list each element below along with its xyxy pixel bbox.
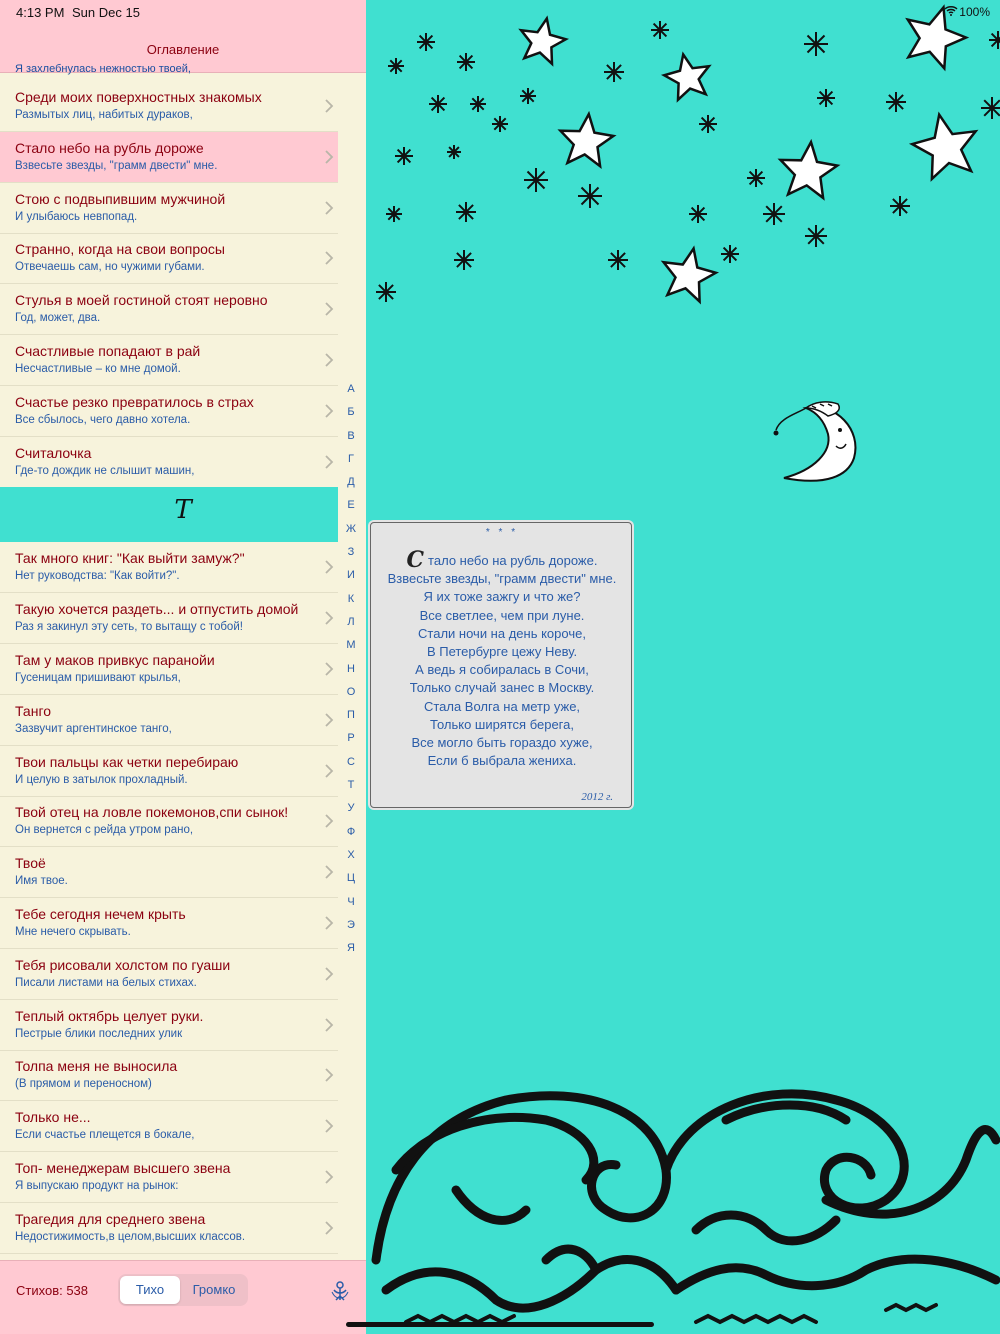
poem-list[interactable] xyxy=(0,63,338,1259)
loud-segment[interactable]: Громко xyxy=(192,1282,236,1297)
list-item[interactable] xyxy=(0,847,338,898)
poem-title: Счастливые попадают в рай xyxy=(15,343,201,359)
small-star-icon xyxy=(886,92,906,112)
chevron-right-icon xyxy=(324,1017,334,1033)
drop-cap: С xyxy=(406,547,425,573)
poem-line: Стали ночи на день короче, xyxy=(418,625,586,641)
chevron-right-icon xyxy=(324,610,334,626)
poem-first-line: Зазвучит аргентинское танго, xyxy=(15,722,172,735)
star-icon xyxy=(521,19,566,64)
status-time: 4:13 PM xyxy=(16,5,65,20)
chevron-right-icon xyxy=(324,915,334,931)
poem-first-line: (В прямом и переносном) xyxy=(15,1078,152,1091)
index-letter[interactable]: Ф xyxy=(346,825,356,838)
list-item[interactable] xyxy=(0,1203,338,1254)
list-item[interactable] xyxy=(0,695,338,746)
poem-title: Топ- менеджерам высшего звена xyxy=(15,1160,231,1176)
star-icon xyxy=(560,114,613,166)
poem-line: В Петербурге цежу Неву. xyxy=(426,644,578,660)
poem-line: Стала Волга на метр уже, xyxy=(423,698,581,714)
index-letter[interactable]: Ч xyxy=(347,895,355,908)
small-star-icon xyxy=(763,203,785,225)
poem-first-line: Я выпускаю продукт на рынок: xyxy=(15,1180,179,1192)
index-letter[interactable]: Е xyxy=(347,499,355,512)
small-star-icon xyxy=(804,32,828,56)
star-icon xyxy=(664,55,709,100)
list-item[interactable] xyxy=(0,746,338,797)
poem-first-line: Нет руководства: "Как войти?". xyxy=(15,570,180,583)
list-item[interactable] xyxy=(0,1152,338,1203)
list-item[interactable] xyxy=(0,949,338,1000)
poem-title: Среди моих поверхностных знакомых xyxy=(15,89,262,105)
poem-title: Теплый октябрь целует руки. xyxy=(15,1007,204,1024)
poem-first-line: Если счастье плещется в бокале, xyxy=(15,1129,195,1142)
poem-first-line: Раз я закинул эту сеть, то вытащу с тобой! xyxy=(15,621,243,634)
poem-separator: * * * xyxy=(485,527,519,538)
small-star-icon xyxy=(492,116,508,132)
small-star-icon xyxy=(520,88,536,104)
small-star-icon xyxy=(747,169,765,187)
list-item[interactable] xyxy=(0,183,338,234)
poem-title: Твои пальцы как четки перебираю xyxy=(15,753,239,770)
poem-title: Тебе сегодня нечем крыть xyxy=(15,906,186,922)
poem-title: Такую хочется раздеть... и отпустить домой xyxy=(15,601,299,618)
list-item[interactable] xyxy=(0,542,338,593)
chevron-right-icon xyxy=(324,403,334,419)
small-star-icon xyxy=(604,62,624,82)
poem-first-line: Все сбылось, чего давно хотела. xyxy=(15,413,191,426)
star-icon xyxy=(912,115,975,179)
small-star-icon xyxy=(457,53,475,71)
index-letter[interactable]: Р xyxy=(347,732,355,745)
small-star-icon xyxy=(447,145,461,159)
moon-illustration xyxy=(766,400,866,490)
poem-title: Твой отец на ловле покемонов,спи сынок! xyxy=(15,804,289,821)
chevron-right-icon xyxy=(324,454,334,470)
chevron-right-icon xyxy=(324,1067,334,1083)
footer-toolbar xyxy=(0,1260,366,1334)
poem-line: Стало небо на рубль дороже. xyxy=(406,547,598,573)
quiet-segment[interactable]: Тихо xyxy=(120,1276,180,1304)
small-star-icon xyxy=(454,250,474,270)
chevron-right-icon xyxy=(324,1118,334,1134)
poem-first-line: Имя твое. xyxy=(15,875,68,888)
small-star-icon xyxy=(386,206,402,222)
small-star-icon xyxy=(608,250,628,270)
index-letter[interactable]: Ц xyxy=(346,872,356,885)
volume-segmented-control[interactable] xyxy=(118,1274,248,1306)
poem-title: Так много книг: "Как выйти замуж?" xyxy=(15,550,245,567)
chevron-right-icon xyxy=(324,250,334,266)
battery-status: 100% xyxy=(959,5,990,19)
list-item-partial[interactable]: Я захлебнулась нежностью твоей, xyxy=(15,63,191,75)
small-star-icon xyxy=(524,168,548,192)
list-item[interactable] xyxy=(0,1101,338,1152)
poem-line: Все светлее, чем при луне. xyxy=(419,607,585,623)
poem-first-line: Он вернется с рейда утром рано, xyxy=(15,824,194,837)
poem-count: Стихов: 538 xyxy=(16,1283,89,1298)
chevron-right-icon xyxy=(324,763,334,779)
list-item[interactable] xyxy=(0,796,338,847)
star-icon xyxy=(664,249,716,302)
poem-first-line: Размытых лиц, набитых дураков, xyxy=(15,109,193,121)
chevron-right-icon xyxy=(324,200,334,216)
chevron-right-icon xyxy=(324,1169,334,1185)
small-star-icon xyxy=(395,147,413,165)
poem-detail-view xyxy=(366,0,1000,1334)
list-item[interactable] xyxy=(0,132,338,183)
chevron-right-icon xyxy=(324,712,334,728)
list-item[interactable] xyxy=(0,233,338,284)
author-info-icon[interactable] xyxy=(328,1280,352,1304)
small-star-icon xyxy=(417,33,435,51)
index-letter[interactable]: О xyxy=(346,685,356,698)
index-letter[interactable]: Т xyxy=(347,779,355,792)
chevron-right-icon xyxy=(324,966,334,982)
poem-first-line: Несчастливые – ко мне домой. xyxy=(15,363,181,375)
poem-line: Я их тоже зажгу и что же? xyxy=(423,589,581,605)
small-star-icon xyxy=(429,95,447,113)
star-icon xyxy=(908,7,966,68)
poem-title: Трагедия для среднего звена xyxy=(15,1210,206,1227)
poem-list-panel xyxy=(0,0,366,1334)
poem-title: Толпа меня не выносила xyxy=(15,1058,178,1075)
poem-title: Тебя рисовали холстом по гуаши xyxy=(15,956,231,973)
poem-title: Твоё xyxy=(15,855,46,872)
poem-line: Все могло быть гораздо хуже, xyxy=(411,735,593,751)
poem-line: Только ширятся берега, xyxy=(430,716,574,732)
page-title: Оглавление xyxy=(146,42,220,57)
poem-line: Взвесьте звезды, "грамм двести" мне. xyxy=(387,571,617,587)
poem-line: А ведь я собиралась в Сочи, xyxy=(415,662,589,678)
small-star-icon xyxy=(651,21,669,39)
small-star-icon xyxy=(376,282,396,302)
small-star-icon xyxy=(890,196,910,216)
list-item[interactable] xyxy=(0,284,338,335)
index-letter[interactable]: Ж xyxy=(345,522,357,535)
small-star-icon xyxy=(805,225,827,247)
index-letter[interactable]: Я xyxy=(347,942,355,955)
poem-title: Там у маков привкус паранойи xyxy=(15,652,215,668)
index-letter[interactable]: П xyxy=(347,709,355,722)
status-date: Sun Dec 15 xyxy=(72,5,140,20)
list-item[interactable] xyxy=(0,335,338,386)
index-letter[interactable]: Б xyxy=(347,406,355,419)
list-item[interactable] xyxy=(0,437,338,488)
index-letter[interactable]: Х xyxy=(347,848,355,861)
home-indicator[interactable] xyxy=(346,1322,654,1327)
index-letter[interactable]: И xyxy=(347,569,355,582)
chevron-right-icon xyxy=(324,813,334,829)
poem-title: Стулья в моей гостиной стоят неровно xyxy=(15,292,268,309)
alphabet-index[interactable] xyxy=(340,378,362,960)
poem-title: Танго xyxy=(15,702,52,719)
poem-first-line: Отвечаешь сам, но чужими губами. xyxy=(15,261,205,274)
poem-title: Странно, когда на свои вопросы xyxy=(15,241,225,258)
index-letter[interactable]: А xyxy=(347,383,355,395)
small-star-icon xyxy=(817,89,835,107)
chevron-right-icon xyxy=(324,864,334,880)
poem-text xyxy=(371,547,633,770)
poem-first-line: Пестрые блики последних улик xyxy=(15,1027,183,1040)
index-letter[interactable]: В xyxy=(347,429,355,442)
stars-illustration xyxy=(366,0,1000,320)
poem-first-line: И улыбаюсь невпопад. xyxy=(15,210,138,223)
section-letter: Т xyxy=(174,495,192,526)
poem-first-line: Мне нечего скрывать. xyxy=(15,926,131,938)
chevron-right-icon xyxy=(324,149,334,165)
small-star-icon xyxy=(578,184,602,208)
chevron-right-icon xyxy=(324,559,334,575)
index-letter[interactable]: У xyxy=(347,802,355,815)
index-letter[interactable]: З xyxy=(347,546,355,559)
poem-title: Считалочка xyxy=(15,444,92,461)
star-icon xyxy=(781,142,838,198)
small-star-icon xyxy=(981,97,1000,119)
index-letter[interactable]: Э xyxy=(347,918,355,931)
poem-first-line: Писали листами на белых стихах. xyxy=(15,976,197,989)
waves-illustration xyxy=(366,1060,1000,1334)
list-item[interactable] xyxy=(0,1050,338,1101)
list-item[interactable] xyxy=(0,81,338,132)
poem-first-line: Где-то дождик не слышит машин, xyxy=(15,464,195,477)
index-letter[interactable]: М xyxy=(346,639,356,652)
list-item[interactable] xyxy=(0,644,338,695)
poem-line: Если б выбрала жениха. xyxy=(427,753,577,769)
chevron-right-icon xyxy=(324,661,334,677)
poem-first-line: И целую в затылок прохладный. xyxy=(15,773,188,786)
small-star-icon xyxy=(689,205,707,223)
small-star-icon xyxy=(989,31,1000,49)
index-letter[interactable]: Г xyxy=(348,452,354,465)
index-letter[interactable]: С xyxy=(347,755,355,768)
chevron-right-icon xyxy=(324,98,334,114)
poem-line: Только случай занес в Москву. xyxy=(409,680,595,696)
index-letter[interactable]: К xyxy=(347,592,355,605)
section-header xyxy=(0,487,338,542)
poem-first-line: Взвесьте звезды, "грамм двести" мне. xyxy=(15,159,218,172)
small-star-icon xyxy=(699,115,717,133)
poem-title: Стало небо на рубль дороже xyxy=(15,139,204,156)
small-star-icon xyxy=(721,245,739,263)
list-item[interactable] xyxy=(0,1000,338,1051)
poem-title: Стою с подвыпившим мужчиной xyxy=(15,190,226,207)
small-star-icon xyxy=(456,202,476,222)
poem-card xyxy=(370,522,632,808)
small-star-icon xyxy=(470,96,486,112)
index-letter[interactable]: Л xyxy=(347,615,355,628)
list-item[interactable] xyxy=(0,898,338,949)
poem-year: 2012 г. xyxy=(581,791,613,803)
chevron-right-icon xyxy=(324,1220,334,1236)
poem-first-line: Недостижимость,в целом,высших классов. xyxy=(15,1230,246,1243)
poem-first-line: Год, может, два. xyxy=(15,312,101,325)
poem-title: Только не... xyxy=(15,1109,91,1126)
poem-first-line: Гусеницам пришивают крылья, xyxy=(15,672,181,684)
chevron-right-icon xyxy=(324,352,334,368)
index-letter[interactable]: Д xyxy=(347,476,355,489)
list-item[interactable] xyxy=(0,593,338,644)
index-letter[interactable]: Н xyxy=(347,662,355,675)
small-star-icon xyxy=(388,58,404,74)
poem-title: Счастье резко превратилось в страх xyxy=(15,393,254,410)
chevron-right-icon xyxy=(324,301,334,317)
list-item[interactable] xyxy=(0,386,338,437)
